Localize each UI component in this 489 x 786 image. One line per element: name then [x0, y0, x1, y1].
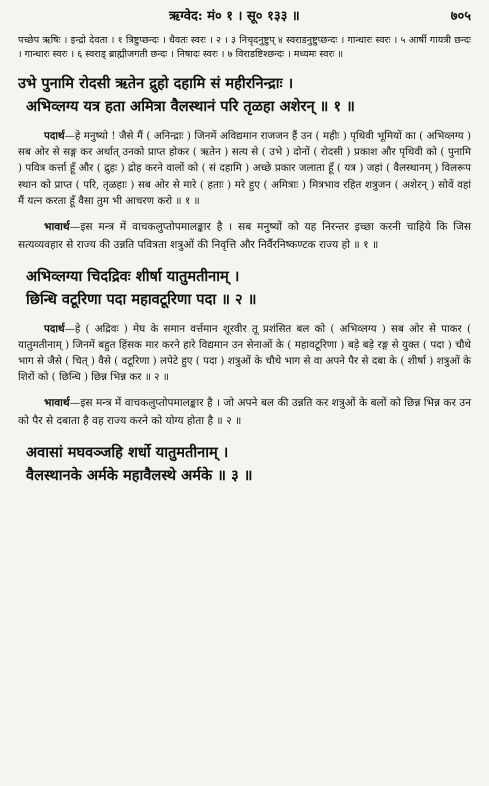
mantra-1-line-1: उभे पुनामि रोदसी ऋतेन द्रुहो दहामि सं महीरनिन्द्राः । — [18, 75, 294, 92]
bhavartha-2-text: —इस मन्त्र में वाचकलुप्तोपमालङ्कार है । जो अपने बल की उन्नति कर शत्रुओं के बलों को छिन्न भिन्न कर उन को पैर से दबाता है वह राज्य करने को योग्य होता है ॥ २ ॥ — [18, 397, 471, 428]
mantra-1-line-2: अभिव्लग्य यत्र हता अमित्रा वैलस्थानं परि तृळहा अशेरन् ॥ १ ॥ — [26, 98, 355, 115]
padartha-2-text: —हे ( अद्रिवः ) मेघ के समान वर्त्तमान शूरवीर तू प्रशंसित बल को ( अभिव्लग्य ) सब ओर से पाकर ( यातुमतीनाम् ) जिनमें बहुत हिंसक मार करने हारे विद्यमान उन सेनाओं के ( महावटूरिणा ) बड़े बड़े रङ्ग से युक्त ( पदा ) चौथे भाग से जैसे ( चित् ) वैसे ( वटूरिणा ) लपेटे हुए ( पदा ) शत्रुओं के चौथे भाग से वा अपने पैर से दबा के ( शीर्षा ) शत्रुओं के शिरों को ( छिन्धि ) छिन्न भिन्न कर ॥ २ ॥ — [18, 322, 471, 384]
page-header — [18, 6, 471, 28]
mantra-3-line-1: अवासां मघवञ्जहि शर्धो यातुमतीनाम् । — [26, 444, 229, 462]
padartha-1-text: —हे मनुष्यो ! जैसे मैं ( अनिन्द्राः ) जिनमें अविद्यमान राजजन हैं उन ( महीः ) पृथिवी भूमियों का ( अभिव्लग्य ) सब ओर से सङ्ग कर अर्थात् उनको प्राप्त होकर ( ऋतेन ) सत्य से ( उभे ) दोनों ( रोदसी ) प्रकाश और पृथिवी को ( पुनामि ) पवित्र कर्त्ता हूँ और ( द्रुहः ) द्रोह करने वालों को ( सं दहामि ) अच्छे प्रकार जलाता हूँ ( यत्र ) जहां ( वैलस्थानम् ) विलरूप स्थान को प्राप्त ( परि, तृळहाः ) सब ओर से मारे ( हताः ) मरे हुए ( अमित्राः ) मित्रभाव रहित शत्रुजन ( अशेरन् ) सोवें वहां मैं यत्न करता हूँ वैसा तुम भी आचरण करो ॥ १ ॥ — [18, 130, 471, 207]
bhavartha-label: भावार्थ — [44, 397, 70, 410]
page-number: ७०५ — [450, 9, 471, 24]
padartha-2 — [18, 321, 471, 386]
rishi-devata-note: पच्छेप ऋषिः । इन्द्रो देवता । १ त्रिष्टुप्छन्दः । धैवतः स्वरः । २ । ३ निचृदनुष्टुप् ४ स्वराडनुष्टुप्छन्दः । गान्धारः स्वरः । ५ आर्षी गायत्री छन्दः । गान्धारः स्वरः । ६ स्वराड् ब्राह्मीजगती छन्दः । निषादः स्वरः । ७ विराडष्टिश्छन्दः । मध्यमः स्वरः ॥ — [18, 35, 471, 60]
bhavartha-label: भावार्थ — [44, 221, 70, 234]
padartha-1 — [18, 128, 471, 209]
padartha-label: पदार्थ — [44, 130, 65, 142]
bhavartha-1-text: —इस मन्त्र में वाचकलुप्तोपमालङ्कार है । सब मनुष्यों को यह निरन्तर इच्छा करनी चाहिये कि जिस सत्यव्यवहार से राज्य की उन्नति पवित्रता शत्रुओं की निवृत्ति और निर्वैरनिष्कण्टक राज्य हो ॥ १ ॥ — [18, 221, 471, 251]
mantra-3-line-2: वैलस्थानके अर्मके महावैलस्थे अर्मके ॥ ३ ॥ — [26, 467, 253, 485]
running-title: ऋग्वेद: मं० १ । सू० १३३ ॥ — [169, 9, 300, 24]
padartha-label: पदार्थ — [44, 322, 65, 335]
bhavartha-1 — [18, 219, 471, 255]
bhavartha-2 — [18, 395, 471, 431]
mantra-2-line-1: अभिव्लग्या चिदद्रिवः शीर्षा यातुमतीनाम् । — [26, 267, 240, 285]
mantra-2-line-2: छिन्धि वटूरिणा पदा महावटूरिणा पदा ॥ २ ॥ — [26, 290, 257, 308]
